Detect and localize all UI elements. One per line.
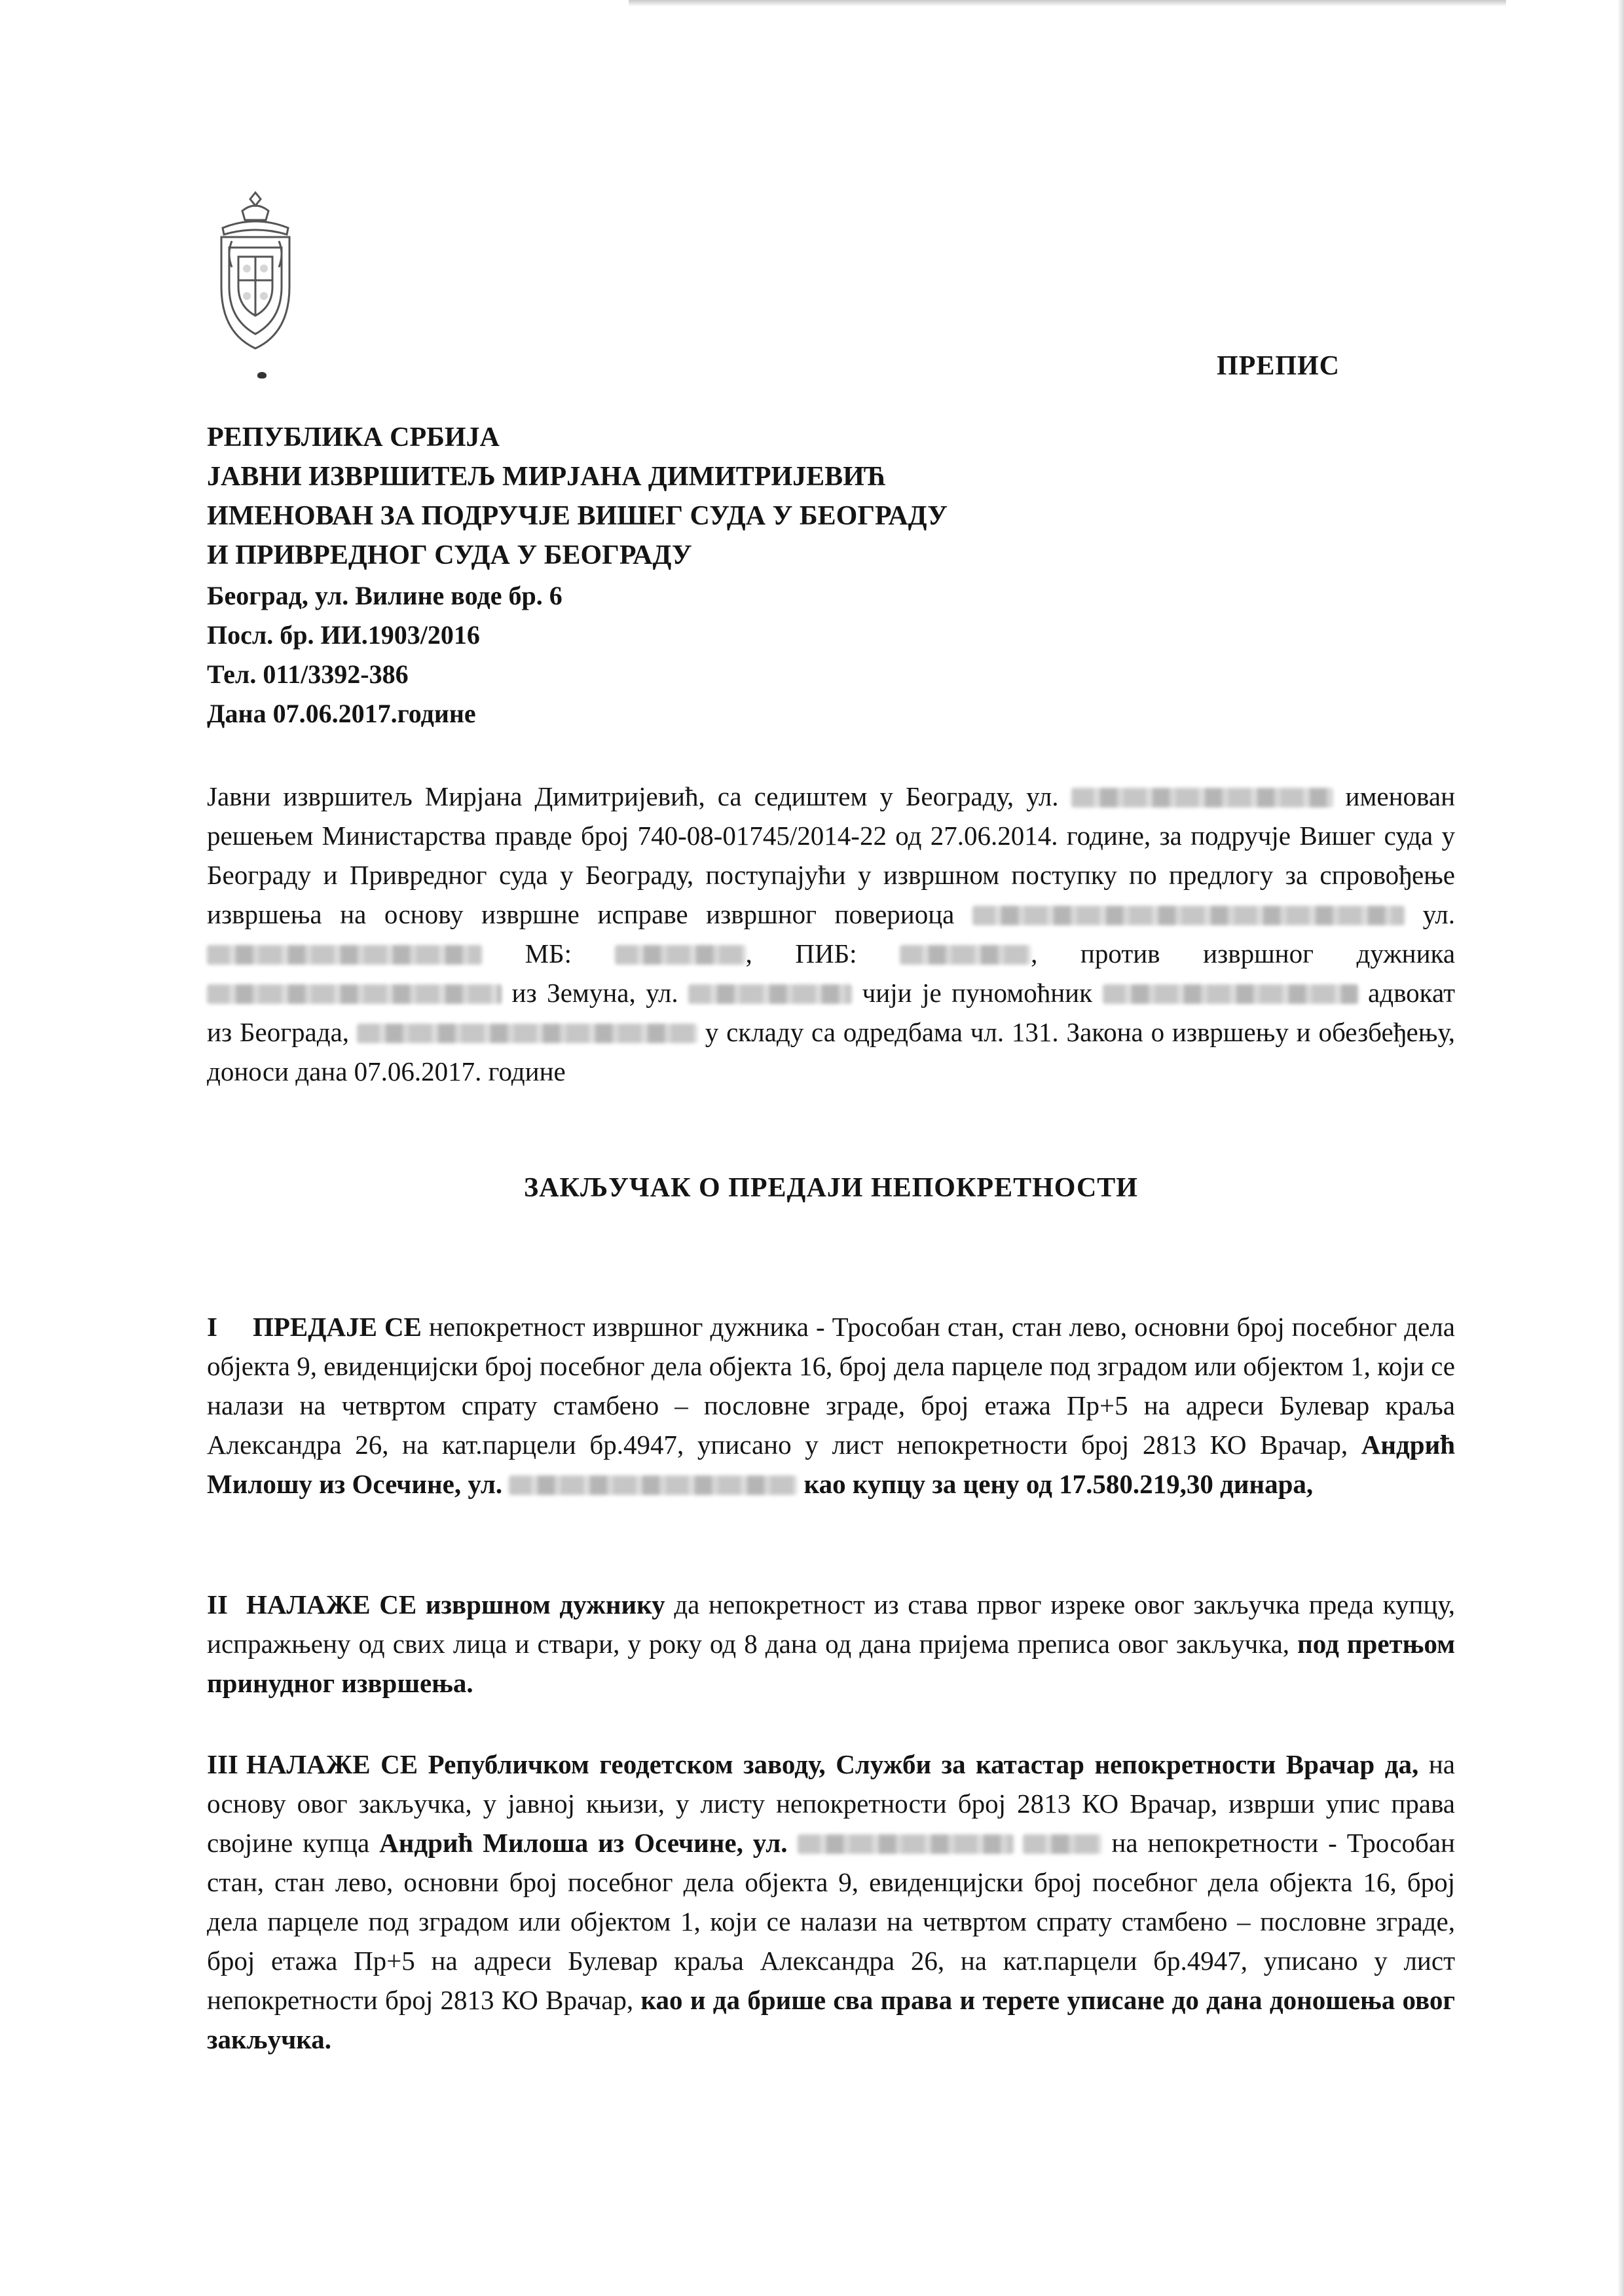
- item-closing: као и да брише сва права и терете уписане до дана доношења овог закључка.: [207, 1985, 1456, 2054]
- intro-text: именован решењем Министарства правде број 740-08-01745/2014-22 од 27.06.2014. године, за подручје Вишег суда у Београду и Привредног суда у Београду, поступајући у извршном поступку по предлогу за спровођење извршења на основу извршне исправе извршног повериоца: [207, 781, 1456, 929]
- document-title: ЗАКЉУЧАК О ПРЕДАЈИ НЕПОКРЕТНОСТИ: [524, 1173, 1138, 1203]
- intro-text: ул.: [1422, 899, 1455, 929]
- redacted-text: [509, 1475, 797, 1495]
- header-line: ИМЕНОВАН ЗА ПОДРУЧЈЕ ВИШЕГ СУДА У БЕОГРАДУ: [207, 501, 948, 531]
- office-address: Београд, ул. Вилине воде бр. 6: [207, 581, 563, 610]
- redacted-text: [900, 945, 1031, 965]
- phone-number: Тел. 011/3392-386: [207, 659, 409, 689]
- purchase-price: као купцу за цену од 17.580.219,30 динара,: [803, 1469, 1314, 1499]
- buyer-name: Андрић Милошу из Осечине, ул.: [207, 1430, 1455, 1499]
- copy-label: ПРЕПИС: [1217, 351, 1340, 381]
- item-lead: НАЛАЖЕ СЕ Републичком геодетском заводу, Служби за катастар непокретности Врачар да,: [246, 1749, 1419, 1779]
- enforcement-warning: под претњом принудног извршења.: [207, 1629, 1455, 1698]
- intro-text: адвокат из Београда,: [207, 978, 1456, 1047]
- redacted-text: [1071, 788, 1333, 807]
- case-number: Посл. бр. ИИ.1903/2016: [207, 620, 480, 650]
- redacted-text: [357, 1024, 697, 1043]
- intro-paragraph: [207, 777, 1455, 1091]
- intro-text: чији је пуномоћник: [862, 978, 1093, 1008]
- issuer-details: [207, 576, 563, 733]
- header-line: И ПРИВРЕДНОГ СУДА У БЕОГРАДУ: [207, 540, 692, 570]
- ruling-item-2: [207, 1585, 1455, 1703]
- item-text: да непокретност из става првог изреке овог закључка преда купцу, испражњену од свих лица и ствари, у року од 8 дана од дана пријема преписа овог закључка,: [207, 1589, 1455, 1659]
- intro-text: из Земуна, ул.: [511, 978, 678, 1008]
- item-text: на непокретности - Трособан стан, стан лево, основни број посебног дела објекта 9, евиденцијски број посебног дела објекта 16, број дела парцеле под зградом или објектом 1, који се налази на четвртом спрату стамбено – пословне зграде, број етажа Пр+5 на адреси Булевар краља Александра 26, на кат.парцели бр.4947, уписано у лист непокретности број 2813 КО Врачар,: [207, 1828, 1455, 2015]
- item-lead: НАЛАЖЕ СЕ извршном дужнику: [246, 1589, 665, 1620]
- intro-text: , ПИБ:: [745, 938, 857, 969]
- item-lead: ПРЕДАЈЕ СЕ: [253, 1312, 422, 1342]
- intro-text: , против извршног дужника: [1031, 938, 1456, 969]
- item-text: на основу овог закључка, у јавној књизи, у листу непокретности број 2813 КО Врачар, изврши упис права својине купца: [207, 1749, 1455, 1858]
- item-number: III: [207, 1749, 238, 1779]
- buyer-name: Андрић Милоша из Осечине, ул.: [379, 1828, 788, 1858]
- intro-text: Јавни извршитељ Мирјана Димитријевић, са седиштем у Београду, ул.: [207, 781, 1059, 811]
- redacted-text: [688, 984, 852, 1004]
- redacted-text: [798, 1834, 1014, 1854]
- document-date: Дана 07.06.2017.године: [207, 699, 476, 728]
- redacted-text: [1023, 1834, 1101, 1854]
- coat-of-arms-icon: [210, 189, 301, 352]
- ruling-item-1: [207, 1307, 1455, 1504]
- redacted-text: [207, 945, 482, 965]
- header-line: ЈАВНИ ИЗВРШИТЕЉ МИРЈАНА ДИМИТРИЈЕВИЋ: [207, 462, 887, 492]
- issuer-header: [207, 418, 948, 575]
- redacted-text: [972, 906, 1405, 925]
- intro-text: у складу са одредбама чл. 131. Закона о извршењу и обезбеђењу, доноси дана 07.06.2017. године: [207, 1017, 1455, 1086]
- intro-text: МБ:: [525, 938, 572, 969]
- item-number: II: [207, 1589, 228, 1620]
- scan-mark: [257, 372, 267, 379]
- item-text: непокретност извршног дужника - Трособан стан, стан лево, основни број посебног дела објекта 9, евиденцијски број посебног дела објекта 16, број дела парцеле под зградом или објектом 1, који се налази на четвртом спрату стамбено – пословне зграде, број етажа Пр+5 на адреси Булевар краља Александра 26, на кат.парцели бр.4947, уписано у лист непокретности број 2813 КО Врачар,: [207, 1312, 1456, 1460]
- scan-edge-top: [629, 0, 1506, 7]
- redacted-text: [1103, 984, 1358, 1004]
- ruling-item-3: [207, 1745, 1455, 2059]
- redacted-text: [207, 984, 502, 1004]
- header-line: РЕПУБЛИКА СРБИЈА: [207, 422, 500, 453]
- item-number: I: [207, 1312, 217, 1342]
- redacted-text: [615, 945, 746, 965]
- scan-edge-right: [1617, 0, 1624, 2296]
